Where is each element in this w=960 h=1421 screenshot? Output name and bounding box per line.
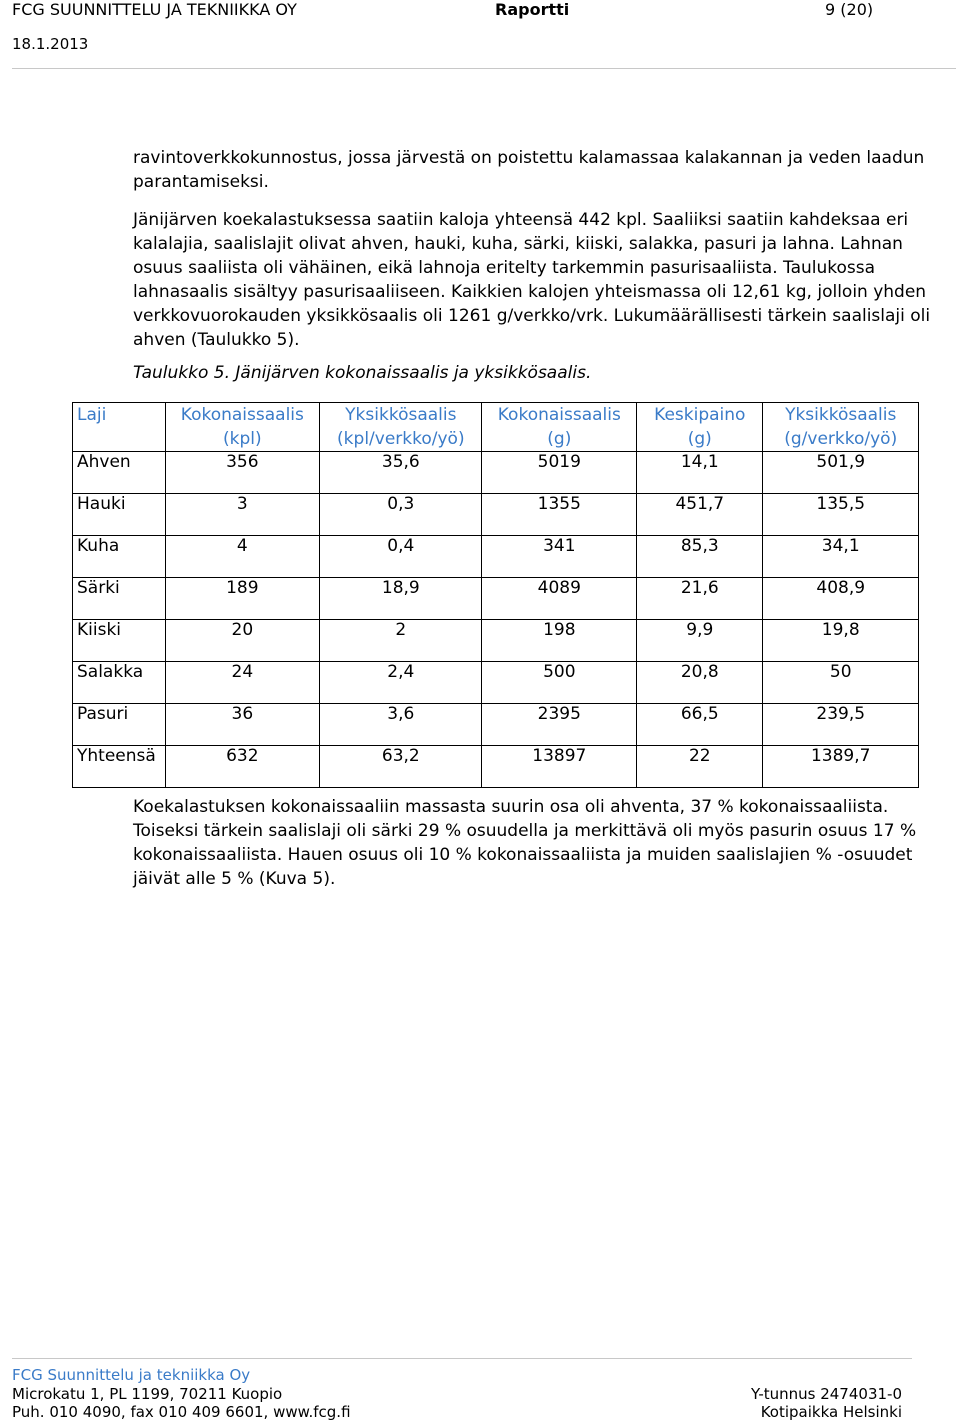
cell-kokonaissaalis-g: 341	[482, 536, 637, 578]
cell-yksikkosaalis-g: 239,5	[763, 704, 919, 746]
cell-keskipaino: 21,6	[637, 578, 763, 620]
cell-kokonaissaalis-kpl: 36	[165, 704, 320, 746]
table-row	[73, 578, 919, 620]
cell-kokonaissaalis-g: 198	[482, 620, 637, 662]
header-laji-label: Laji	[77, 405, 107, 425]
header-kokonaissaalis-g	[482, 403, 637, 452]
footer-divider	[12, 1358, 912, 1359]
table-row	[73, 662, 919, 704]
cell-keskipaino: 451,7	[637, 494, 763, 536]
cell-laji: Kiiski	[73, 620, 166, 662]
paragraph-1: ravintoverkkokunnostus, jossa järvestä on poistettu kalamassaa kalakannan ja veden laadun parantamiseksi.	[133, 148, 925, 192]
cell-yksikkosaalis-g: 408,9	[763, 578, 919, 620]
cell-laji: Pasuri	[73, 704, 166, 746]
header-divider	[12, 68, 956, 69]
header-label-line1: Kokonaissaalis	[497, 405, 621, 425]
page-header	[12, 0, 908, 60]
table-header-row	[73, 403, 919, 452]
footer-contact: Puh. 010 4090, fax 010 409 6601, www.fcg.fi	[12, 1403, 351, 1421]
cell-kokonaissaalis-g: 13897	[482, 746, 637, 788]
header-label-line1: Yksikkösaalis	[785, 405, 897, 425]
cell-kokonaissaalis-kpl: 189	[165, 578, 320, 620]
header-page-number: 9 (20)	[825, 0, 874, 19]
cell-keskipaino: 22	[637, 746, 763, 788]
cell-kokonaissaalis-kpl: 3	[165, 494, 320, 536]
cell-yksikkosaalis-kpl: 18,9	[320, 578, 482, 620]
cell-yksikkosaalis-g: 1389,7	[763, 746, 919, 788]
footer-company: FCG Suunnittelu ja tekniikka Oy	[12, 1366, 251, 1384]
table-row	[73, 620, 919, 662]
cell-kokonaissaalis-g: 500	[482, 662, 637, 704]
cell-keskipaino: 14,1	[637, 452, 763, 494]
table-row	[73, 536, 919, 578]
header-label-line2: (g/verkko/yö)	[784, 429, 898, 449]
cell-laji: Yhteensä	[73, 746, 166, 788]
cell-laji: Särki	[73, 578, 166, 620]
header-laji	[73, 403, 166, 452]
cell-yksikkosaalis-kpl: 2,4	[320, 662, 482, 704]
footer-address: Microkatu 1, PL 1199, 70211 Kuopio	[12, 1385, 283, 1403]
cell-keskipaino: 85,3	[637, 536, 763, 578]
cell-kokonaissaalis-kpl: 632	[165, 746, 320, 788]
cell-kokonaissaalis-g: 2395	[482, 704, 637, 746]
table-row	[73, 704, 919, 746]
cell-keskipaino: 9,9	[637, 620, 763, 662]
header-date: 18.1.2013	[12, 35, 89, 53]
cell-kokonaissaalis-g: 4089	[482, 578, 637, 620]
cell-yksikkosaalis-kpl: 35,6	[320, 452, 482, 494]
footer-domicile: Kotipaikka Helsinki	[760, 1403, 902, 1421]
table-caption: Taulukko 5. Jänijärven kokonaissaalis ja yksikkösaalis.	[133, 363, 592, 383]
header-label-line2: (kpl)	[223, 429, 262, 449]
header-keskipaino	[637, 403, 763, 452]
cell-yksikkosaalis-g: 34,1	[763, 536, 919, 578]
header-yksikkosaalis-g	[763, 403, 919, 452]
header-label-line2: (g)	[547, 429, 572, 449]
cell-yksikkosaalis-kpl: 3,6	[320, 704, 482, 746]
cell-yksikkosaalis-kpl: 0,4	[320, 536, 482, 578]
header-label-line1: Kokonaissaalis	[180, 405, 304, 425]
cell-keskipaino: 66,5	[637, 704, 763, 746]
table-row	[73, 494, 919, 536]
cell-laji: Ahven	[73, 452, 166, 494]
cell-laji: Kuha	[73, 536, 166, 578]
cell-kokonaissaalis-kpl: 356	[165, 452, 320, 494]
cell-laji: Salakka	[73, 662, 166, 704]
cell-yksikkosaalis-g: 50	[763, 662, 919, 704]
header-label-line2: (kpl/verkko/yö)	[337, 429, 465, 449]
header-doc-type: Raportti	[495, 0, 570, 19]
header-label-line1: Yksikkösaalis	[345, 405, 457, 425]
paragraph-2: Jänijärven koekalastuksessa saatiin kaloja yhteensä 442 kpl. Saaliiksi saatiin kahdeksaa eri kalalajia, saalislajit olivat ahven, hauki, kuha, särki, kiiski, salakka, pasuri ja lahna. Lahnan osuus saaliista oli vähäinen, eikä lahnoja eritelty tarkemmin pasurisaaliista. Taulukossa lahnasaalis sisältyy pasurisaaliiseen. Kaikkien kalojen yhteismassa oli 12,61 kg, jolloin yhden verkkovuorokauden yksikkösaalis oli 1261 g/verkko/vrk. Lukumäärällisesti tärkein saalislaji oli ahven (Taulukko 5).	[133, 210, 931, 350]
catch-table	[72, 402, 919, 788]
cell-kokonaissaalis-g: 5019	[482, 452, 637, 494]
cell-yksikkosaalis-g: 19,8	[763, 620, 919, 662]
cell-yksikkosaalis-kpl: 2	[320, 620, 482, 662]
cell-yksikkosaalis-g: 501,9	[763, 452, 919, 494]
cell-kokonaissaalis-kpl: 24	[165, 662, 320, 704]
footer-business-id: Y-tunnus 2474031-0	[750, 1385, 902, 1403]
cell-keskipaino: 20,8	[637, 662, 763, 704]
header-yksikkosaalis-kpl	[320, 403, 482, 452]
table-row	[73, 452, 919, 494]
cell-kokonaissaalis-kpl: 20	[165, 620, 320, 662]
header-company: FCG SUUNNITTELU JA TEKNIIKKA OY	[12, 0, 297, 19]
cell-laji: Hauki	[73, 494, 166, 536]
cell-kokonaissaalis-kpl: 4	[165, 536, 320, 578]
cell-yksikkosaalis-g: 135,5	[763, 494, 919, 536]
header-label-line1: Keskipaino	[654, 405, 746, 425]
table-row-total	[73, 746, 919, 788]
paragraph-3: Koekalastuksen kokonaissaaliin massasta suurin osa oli ahventa, 37 % kokonaissaaliista. Toiseksi tärkein saalislaji oli särki 29 % osuudella ja merkittävä oli myös pasurin osuus 17 % kokonaissaaliista. Hauen osuus oli 10 % kokonaissaaliista ja muiden saalislajien % -osuudet jäivät alle 5 % (Kuva 5).	[133, 797, 917, 889]
header-kokonaissaalis-kpl	[165, 403, 320, 452]
cell-yksikkosaalis-kpl: 0,3	[320, 494, 482, 536]
cell-kokonaissaalis-g: 1355	[482, 494, 637, 536]
header-label-line2: (g)	[687, 429, 712, 449]
cell-yksikkosaalis-kpl: 63,2	[320, 746, 482, 788]
